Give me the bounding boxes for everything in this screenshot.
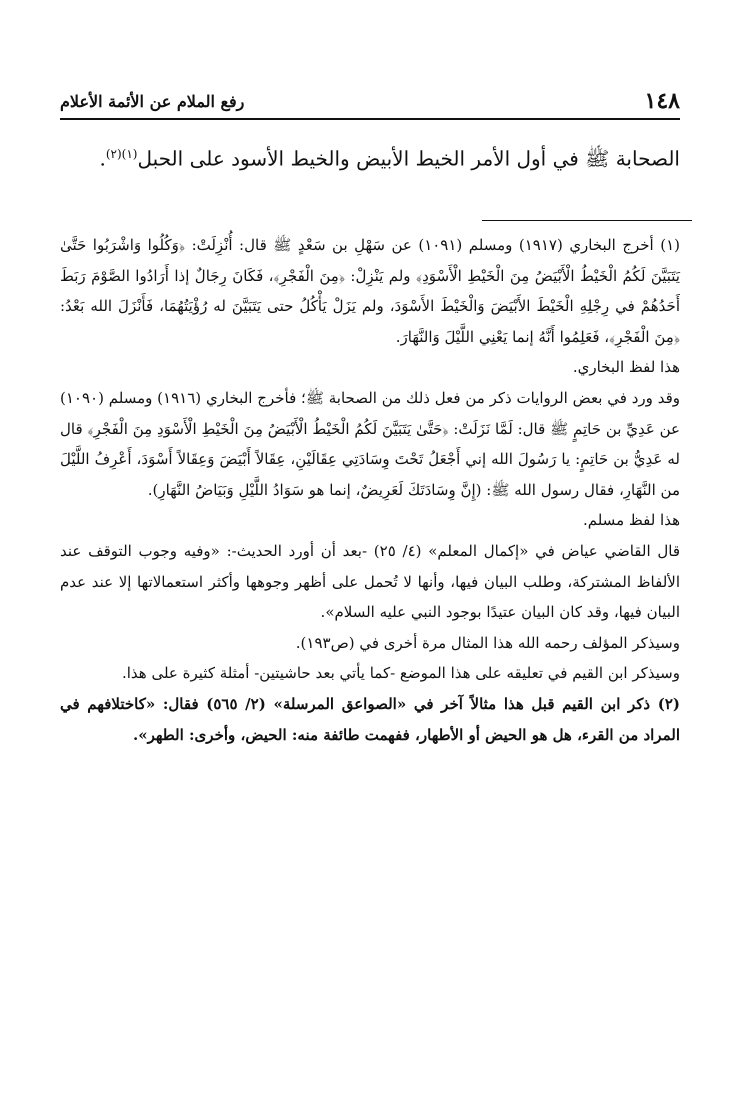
book-title: رفع الملام عن الأئمة الأعلام	[60, 92, 245, 111]
footnote-2-paragraph: (٢) ذكر ابن القيم قبل هذا مثالاً آخر في «الصواعق المرسلة» (٢/ ٥٦٥) فقال: «كاختلافهم في المراد من القرء، هل هو الحيض أو الأطهار، ففهمت طائفة منه: الحيض، وأخرى: الطهر».	[60, 694, 680, 744]
footnote-1-paragraph: وسيذكر المؤلف رحمه الله هذا المثال مرة أخرى في (ص١٩٣).	[295, 633, 680, 652]
footnote-divider	[482, 220, 692, 221]
footnotes	[60, 230, 680, 750]
footnote-1-note: هذا لفظ مسلم.	[582, 511, 680, 530]
footnote-1-paragraph: قال القاضي عياض في «إكمال المعلم» (٤/ ٢٥) -بعد أن أورد الحديث-: «وفيه وجوب التوقف عند الألفاظ المشتركة، وطلب البيان فيها، وأنها لا تُحمل على أظهر وجوهها وأكثر استعمالاتها إلا عند عدم البيان فيها، وقد كان البيان عتيدًا بوجود النبي عليه السلام».	[60, 541, 681, 622]
footnote-1-paragraph: وسيذكر ابن القيم في تعليقه على هذا الموضع -كما يأتي بعد حاشيتين- أمثلة كثيرة على هذا.	[121, 664, 680, 683]
footnote-1-paragraph: (١) أخرج البخاري (١٩١٧) ومسلم (١٠٩١) عن سَهْلِ بن سَعْدٍ ﷺ قال: أُنْزِلَتْ: ﴿وَكُلُوا وَاشْرَبُوا حَتَّىٰ يَتَبَيَّنَ لَكُمُ الْخَيْطُ الْأَبْيَضُ مِنَ الْخَيْطِ الْأَسْوَدِ﴾ ولم يَنْزِلْ: ﴿مِنَ الْفَجْرِ﴾، فَكَانَ رِجَالٌ إذا أَرَادُوا الصَّوْمَ رَبَطَ أَحَدُهُمْ في رِجْلِهِ الْخَيْطَ الأَبْيَضَ وَالْخَيْطَ الأَسْوَدَ، ولم يَزَلْ يَأْكُلُ حتى يَتَبَيَّنَ له رُؤْيَتُهُمَا، فَأَنْزَلَ الله بَعْدُ: ﴿مِنَ الْفَجْرِ﴾، فَعَلِمُوا أَنَّهُ إنما يَعْنِي اللَّيْلَ وَالنَّهَارَ.	[60, 236, 680, 346]
header-divider	[60, 118, 680, 120]
main-text-end: .	[99, 146, 106, 171]
main-text	[60, 134, 680, 179]
footnote-refs: (١)(٢)	[105, 147, 138, 161]
main-text-line: الصحابة ﷺ في أول الأمر الخيط الأبيض والخيط الأسود على الحبل	[137, 146, 680, 171]
footnote-1-paragraph: وقد ورد في بعض الروايات ذكر من فعل ذلك من الصحابة ﷺ؛ فأخرج البخاري (١٩١٦) ومسلم (١٠٩٠) عن عَدِيِّ بن حَاتِمٍ ﷺ قال: لَمَّا نَزَلَتْ: ﴿حَتَّىٰ يَتَبَيَّنَ لَكُمُ الْخَيْطُ الْأَبْيَضُ مِنَ الْخَيْطِ الْأَسْوَدِ مِنَ الْفَجْرِ﴾ قال له عَدِيُّ بن حَاتِمٍ: يا رَسُولَ الله إني أَجْعَلُ تَحْتَ وِسَادَتِي عِقَالَيْنِ، عِقَالاً أَبْيَضَ وَعِقَالاً أَسْوَدَ، أَعْرِفُ اللَّيْلَ من النَّهَارِ، فقال رسول الله ﷺ: (إِنَّ وِسَادَتَكَ لَعَرِيضٌ، إنما هو سَوَادُ اللَّيْلِ وَبَيَاضُ النَّهَارِ).	[60, 388, 680, 499]
page-number: ١٤٨	[644, 88, 680, 114]
running-header	[60, 86, 680, 116]
footnote-1-note: هذا لفظ البخاري.	[572, 358, 680, 377]
